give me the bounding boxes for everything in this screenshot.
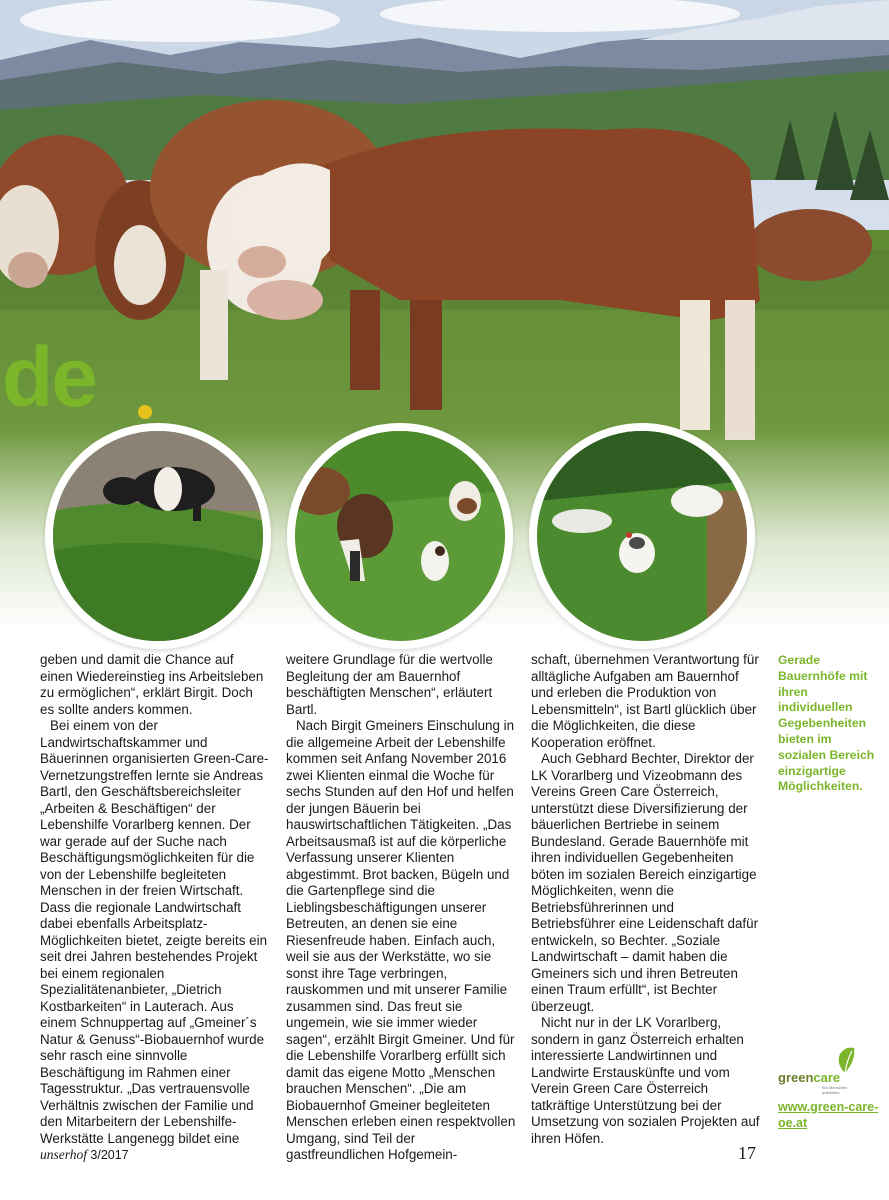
chickens-illustration (537, 431, 747, 641)
issue-number: 3/2017 (90, 1148, 129, 1162)
logo-wordmark (778, 1070, 840, 1085)
magazine-name: unserhof (40, 1147, 88, 1162)
inset-photo-goats (287, 423, 513, 649)
paragraph: Nach Birgit Gmeiners Einschulung in die allgemeine Arbeit der Lebenshilfe kommen seit Anfang November 2016 zwei Klienten einmal die Woche für sechs Stunden auf den Hof und helfen der jungen Bäuerin bei hauswirtschaftlichen Tätigkeiten. „Das Arbeitsausmaß ist auf die körperliche Verfassung unserer Klienten abgestimmt. Brot backen, Bügeln und die Gartenpflege sind die Lieblingsbeschäftigungen unserer Betreuten, an denen sie eine Riesenfreude haben. Einfach auch, weil sie aus der Werkstätte, wo sie sonst ihre Tage verbringen, rauskommen und mit unserer Familie zusammen sind. Das freut sie ungemein, wie sie immer wieder sagen“, erzählt Birgit Gmeiner. Und für die Lebenshilfe Vorarlberg erfüllt sich damit das eigene Motto „Menschen brauchen Menschen“. „Die am Biobauernhof Gmeiner begleiteten Menschen erleben einen respektvollen Umgang, sind Teil der gastfreundlichen Hofgemein- (286, 718, 516, 1162)
text-column-1 (40, 652, 270, 1147)
logo-tagline: Wo Menschen aufblühen (822, 1085, 848, 1095)
paragraph: geben und damit die Chance auf einen Wiedereinstieg ins Arbeitsleben zu ermöglichen“, erklärt Birgit. Doch es sollte anders kommen. (40, 652, 264, 717)
paragraph: schaft, übernehmen Verantwortung für alltägliche Aufgaben am Bauernhof und erleben die Produktion von Lebensmitteln“, ist Bartl glücklich über die Möglichkeiten, die diese Kooperation eröffnet. (531, 652, 759, 750)
paragraph: Auch Gebhard Bechter, Direktor der LK Vorarlberg und Vizeobmann des Vereins Green Care Österreich, unterstützt diese Diversifizierung der bäuerlichen Bertriebe in seinem Bundesland. Gerade Bauernhöfe mit ihren individuellen Gegebenheiten böten im sozialen Bereich einzigartige Möglichkeiten, wenn die Betriebsführerinnen und Betriebsführer eine Leidenschaft dafür entwickeln, so Bechter. „Soziale Landwirtschaft – damit haben die Gmeiners sich und ihren Betreuten einen Traum erfüllt“, ist Bechter überzeugt. (531, 751, 759, 1014)
pig-illustration (53, 431, 263, 641)
paragraph: weitere Grundlage für die wertvolle Begleitung der am Bauernhof beschäftigten Menschen“, erläutert Bartl. (286, 652, 493, 717)
text-column-3 (531, 652, 761, 1147)
green-care-logo (776, 1046, 860, 1095)
paragraph: Nicht nur in der LK Vorarlberg, sondern in ganz Österreich erhalten interessierte Landwirtinnen und Landwirte Erstauskünfte und vom Verein Green Care Österreich tatkräftige Unterstützung bei der Umsetzung von sozialen Projekten auf ihren Höfen. (531, 1015, 760, 1146)
text-column-2 (286, 652, 516, 1164)
pull-quote: Gerade Bauernhöfe mit ihren individuellen Gegebenheiten bieten im sozialen Bereich einzigartige Möglichkeiten. (778, 653, 875, 794)
goats-illustration (295, 431, 505, 641)
page-number: 17 (738, 1143, 756, 1163)
inset-photo-chickens (529, 423, 755, 649)
magazine-footer (40, 1147, 129, 1163)
logo-word-care: care (813, 1070, 841, 1085)
inset-photo-pig (45, 423, 271, 649)
paragraph: Bei einem von der Landwirtschaftskammer und Bäuerinnen organisierten Green-Care-Vernetzungstreffen lernte sie Andreas Bartl, den Geschäftsbereichsleiter „Arbeiten & Beschäftigen“ der Lebenshilfe Vorarlberg kennen. Der war gerade auf der Suche nach Beschäftigungsmöglichkeiten für die von der Lebenshilfe begleiteten Menschen in der freien Wirtschaft. Dass die regionale Landwirtschaft dabei ebenfalls Arbeitsplatz-Möglichkeiten bietet, zeigte bereits ein seit drei Jahren bestehendes Projekt bei einem regionalen Spezialitätenanbieter, „Dietrich Kostbarkeiten“ in Lauterach. Aus einem Schnuppertag auf „Gmeiner´s Natur & Genuss“-Biobauernhof wurde sehr rasch eine sinnvolle Beschäftigung im Rahmen einer Tagesstruktur. „Das vertrauensvolle Verhältnis zwischen der Familie und den Mitarbeitern der Lebenshilfe-Werkstätte Langenegg bildet eine (40, 718, 269, 1146)
website-link[interactable]: www.green-care-oe.at (778, 1100, 879, 1130)
headline-fragment: de (2, 330, 97, 424)
logo-word-green: green (778, 1070, 814, 1085)
